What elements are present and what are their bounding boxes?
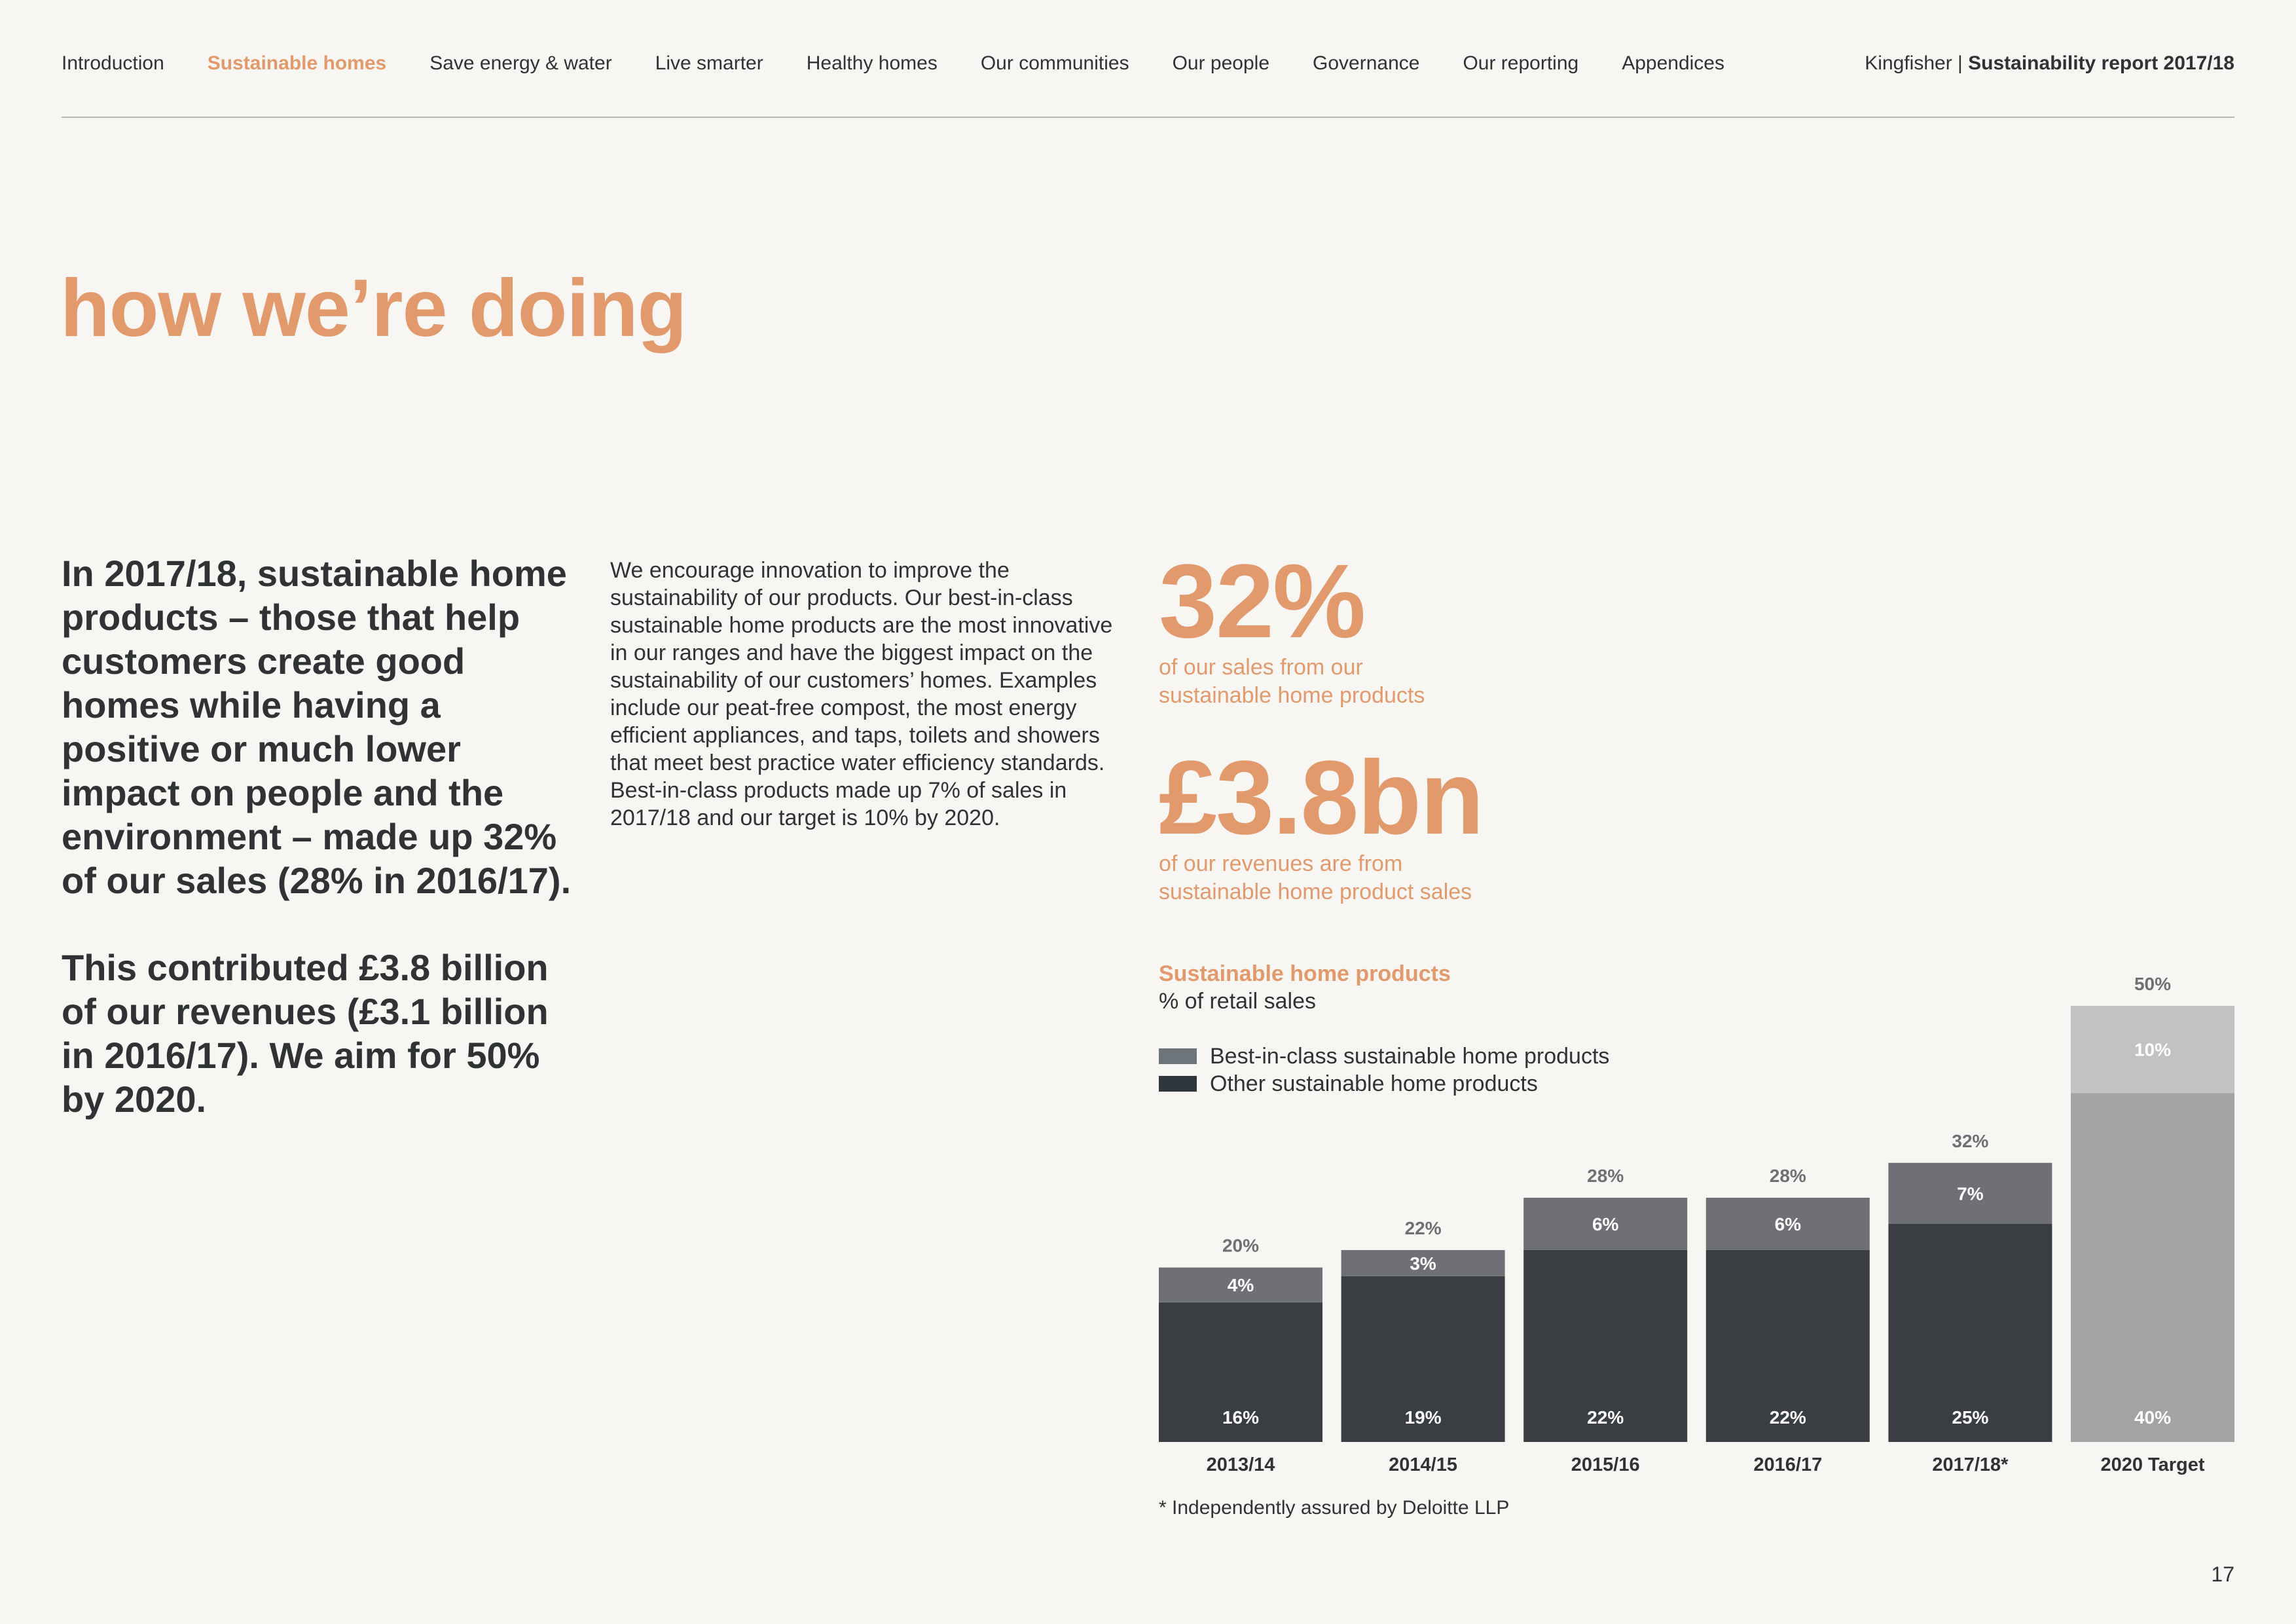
bar-best-in-class-label-5: 10%	[2134, 1039, 2172, 1060]
bar-other-5	[2071, 1093, 2234, 1442]
brand-report-title: Sustainability report 2017/18	[1968, 52, 2234, 74]
bar-best-in-class-label-4: 7%	[1957, 1183, 1984, 1204]
page-title: how we’re doing	[60, 263, 687, 354]
lead-paragraph-1: In 2017/18, sustainable home products – those that help customers create good homes while having a positive or much lower impact on people and the environment – made up 32% of our sales (28% in 2016/17).	[62, 553, 572, 901]
x-tick-label-1: 2014/15	[1389, 1454, 1458, 1475]
bar-other-label-3: 22%	[1769, 1407, 1806, 1428]
nav-item-our-reporting[interactable]: Our reporting	[1463, 52, 1579, 74]
x-tick-label-5: 2020 Target	[2100, 1454, 2205, 1475]
stat-revenue	[1159, 739, 1617, 906]
lead-paragraph-2: This contributed £3.8 billion of our revenues (£3.1 billion in 2016/17). We aim for 50% by 2020.	[62, 947, 549, 1120]
stat-sales-share-caption	[1159, 654, 1617, 710]
chart-subtitle: % of retail sales	[1159, 989, 1316, 1014]
nav-item-live-smarter[interactable]: Live smarter	[655, 52, 763, 74]
assurance-footnote: * Independently assured by Deloitte LLP	[1159, 1497, 1510, 1519]
header-divider	[62, 117, 2234, 118]
bar-total-label-2: 28%	[1587, 1166, 1624, 1187]
stat-revenue-caption-line-2: sustainable home product sales	[1159, 879, 1472, 904]
bar-total-label-0: 20%	[1222, 1235, 1260, 1256]
legend-label-other: Other sustainable home products	[1210, 1071, 1538, 1096]
page-number: 17	[2211, 1562, 2234, 1586]
nav-item-sustainable-homes[interactable]: Sustainable homes	[207, 52, 387, 74]
bar-other-label-1: 19%	[1404, 1407, 1442, 1428]
x-tick-label-3: 2016/17	[1753, 1454, 1823, 1475]
nav-item-our-people[interactable]: Our people	[1172, 52, 1270, 74]
sustainable-products-bar-chart	[1159, 969, 2235, 1480]
lead-text	[62, 551, 585, 1164]
bar-total-label-4: 32%	[1952, 1130, 1989, 1151]
stat-revenue-caption-line-1: of our revenues are from	[1159, 851, 1403, 876]
x-tick-label-4: 2017/18*	[1932, 1454, 2009, 1475]
bar-total-label-1: 22%	[1404, 1217, 1442, 1238]
stat-sales-share-caption-line-2: sustainable home products	[1159, 683, 1425, 708]
nav-item-save-energy-water[interactable]: Save energy & water	[429, 52, 612, 74]
bar-best-in-class-label-1: 3%	[1410, 1253, 1436, 1274]
nav-item-our-communities[interactable]: Our communities	[980, 52, 1129, 74]
bar-best-in-class-label-2: 6%	[1592, 1214, 1619, 1234]
top-navigation	[62, 52, 1768, 75]
bar-other-label-2: 22%	[1587, 1407, 1624, 1428]
brand-separator: |	[1952, 52, 1969, 74]
bar-best-in-class-label-0: 4%	[1227, 1275, 1254, 1296]
x-tick-label-2: 2015/16	[1571, 1454, 1640, 1475]
bar-other-label-0: 16%	[1222, 1407, 1260, 1428]
nav-item-governance[interactable]: Governance	[1313, 52, 1420, 74]
report-brand	[1865, 52, 2234, 75]
stat-revenue-caption	[1159, 850, 1617, 906]
nav-item-appendices[interactable]: Appendices	[1622, 52, 1724, 74]
bar-total-label-5: 50%	[2134, 974, 2172, 994]
nav-item-healthy-homes[interactable]: Healthy homes	[806, 52, 938, 74]
stat-sales-share-value: 32%	[1159, 542, 1365, 659]
brand-name: Kingfisher	[1865, 52, 1952, 74]
bar-best-in-class-label-3: 6%	[1774, 1214, 1802, 1234]
bar-other-label-5: 40%	[2134, 1407, 2172, 1428]
stat-sales-share	[1159, 542, 1617, 710]
stat-revenue-value: £3.8bn	[1159, 739, 1483, 856]
body-paragraph: We encourage innovation to improve the sustainability of our products. Our best-in-class sustainable home products are the most innovative in our ranges and have the biggest impact on the sustainability of our customers’ homes. Examples include our peat-free compost, the most energy efficient appliances, and taps, toilets and showers that meet best practice water efficiency standards. Best-in-class products made up 7% of sales in 2017/18 and our target is 10% by 2020.	[610, 558, 1113, 830]
bar-other-label-4: 25%	[1952, 1407, 1989, 1428]
x-tick-label-0: 2013/14	[1206, 1454, 1275, 1475]
chart-title: Sustainable home products	[1159, 961, 1451, 986]
legend-label-best-in-class: Best-in-class sustainable home products	[1210, 1044, 1610, 1069]
nav-item-introduction[interactable]: Introduction	[62, 52, 164, 74]
bar-total-label-3: 28%	[1769, 1166, 1806, 1187]
stat-sales-share-caption-line-1: of our sales from our	[1159, 655, 1363, 680]
